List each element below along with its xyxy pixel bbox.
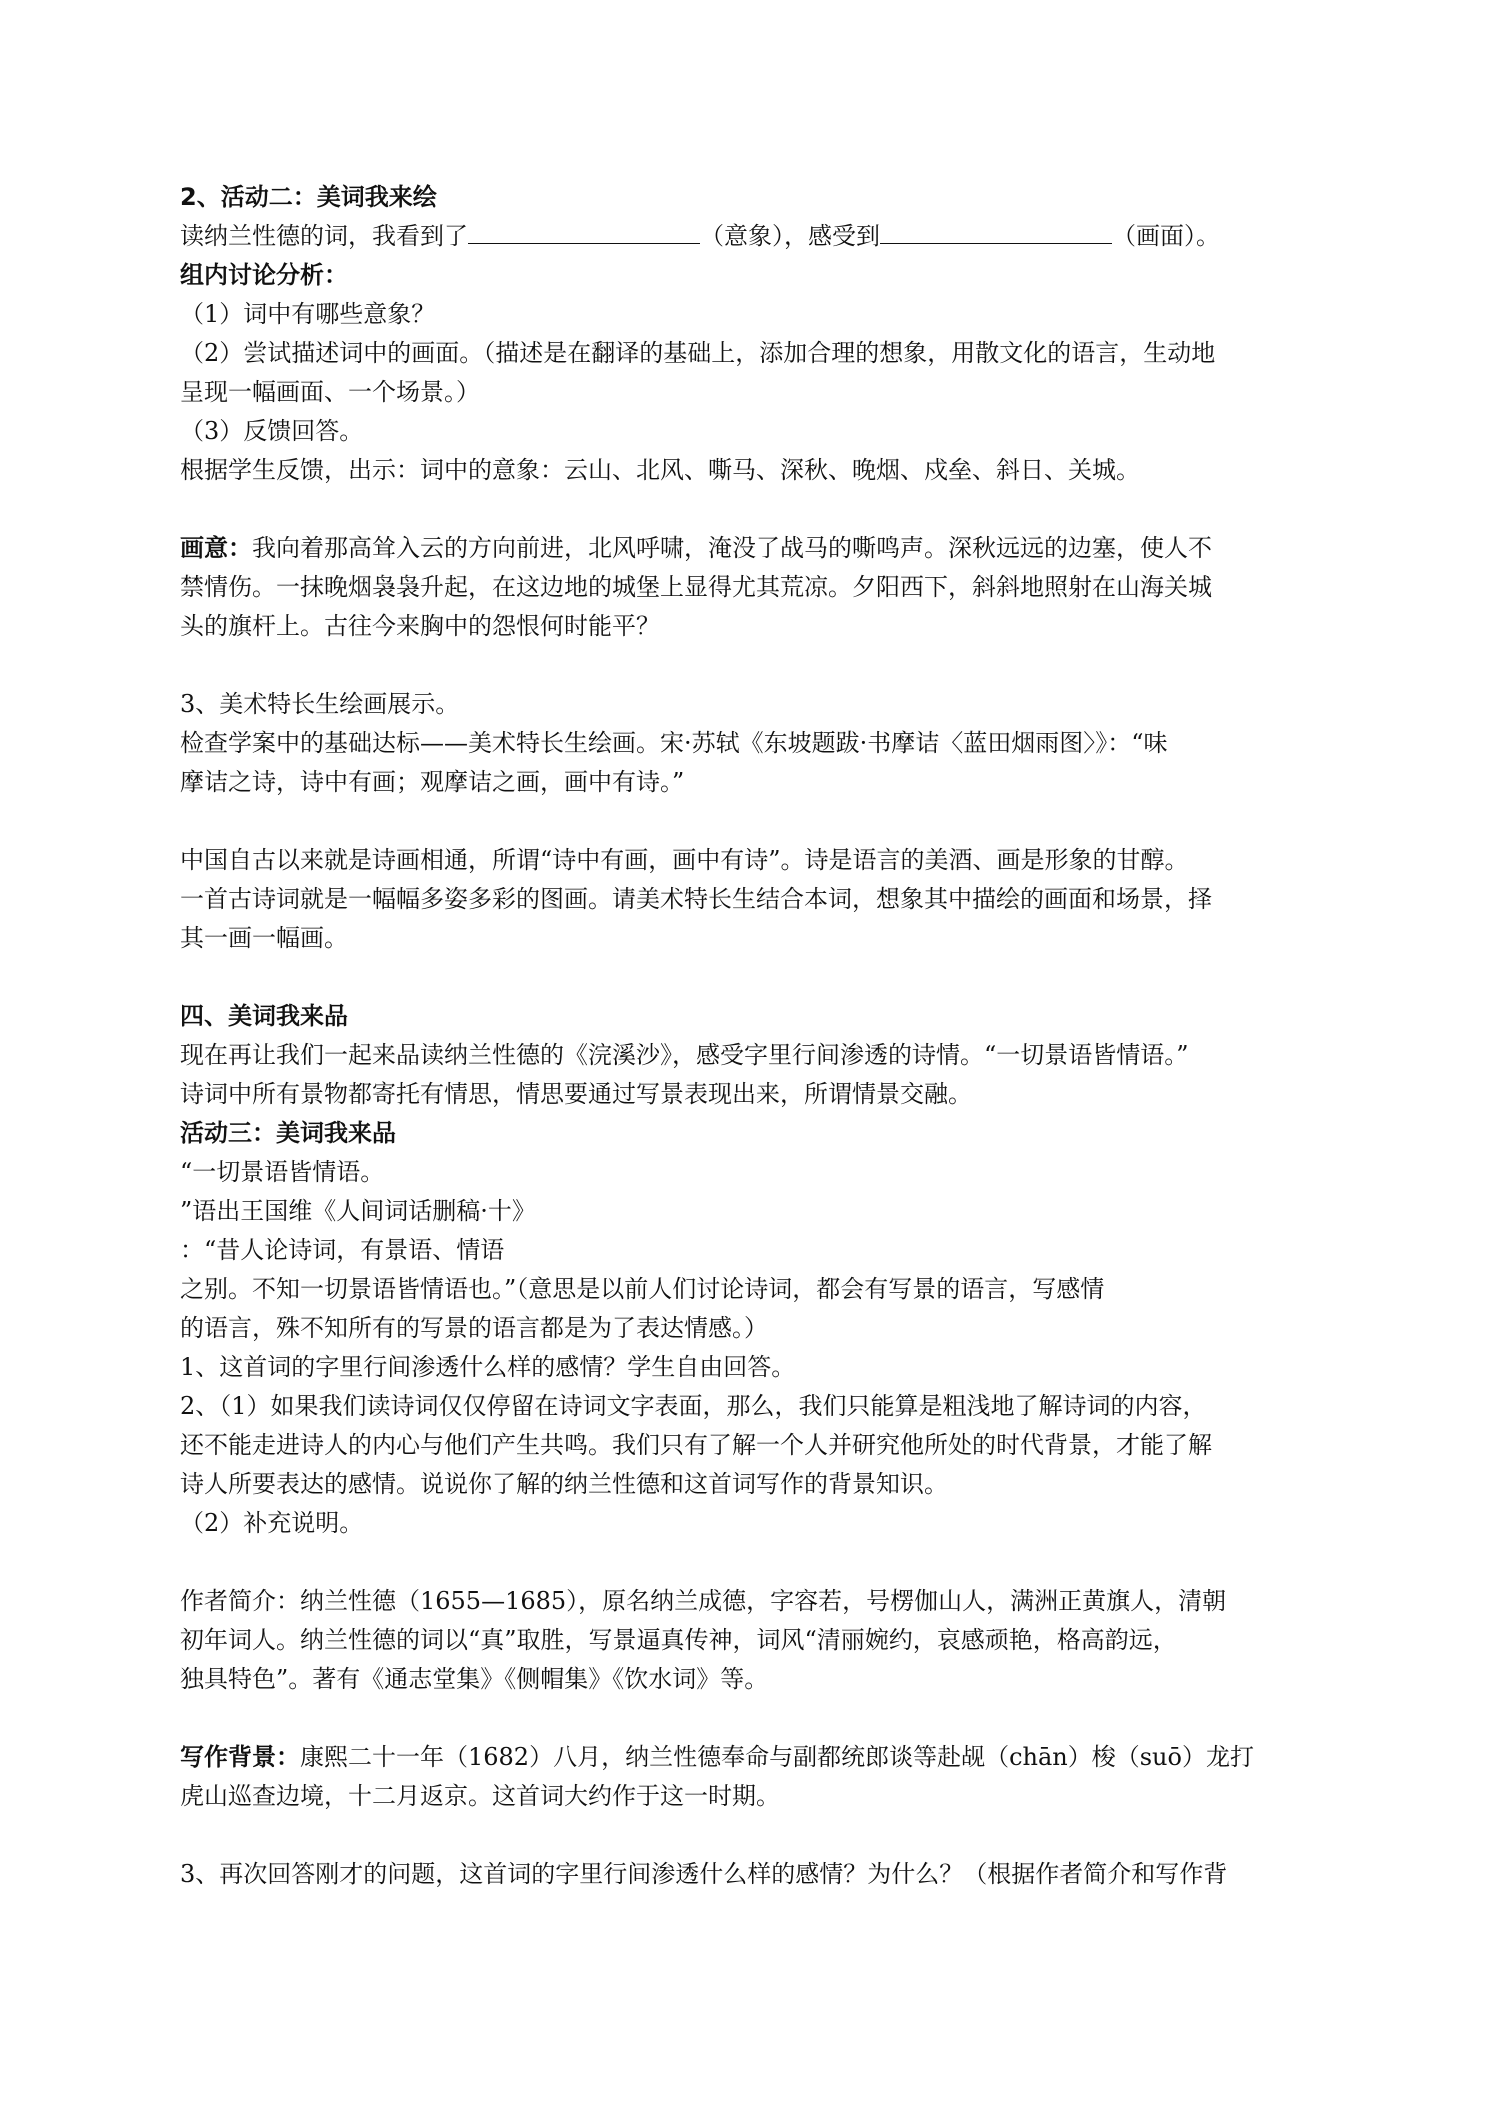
huayi-text1: 我向着那高耸入云的方向前进，北风呼啸，淹没了战马的嘶鸣声。深秋远远的边塞，使人不: [252, 534, 1212, 562]
fill-suffix: （画面）。: [1112, 222, 1220, 250]
author-line2: 初年词人。纳兰性德的词以“真”取胜，写景逼真传神，词风“清丽婉约，哀感顽艳，格高韵远，: [180, 1626, 1177, 1654]
section4-question-2-line1: 2、（1）如果我们读诗词仅仅停留在诗词文字表面，那么，我们只能算是粗浅地了解诗词的内容，: [180, 1392, 1207, 1420]
spacer: [180, 958, 1320, 997]
question-2-line2: 呈现一幅画面、一个场景。）: [180, 378, 480, 406]
section4-question-1: 1、这首词的字里行间渗透什么样的感情？学生自由回答。: [180, 1353, 796, 1381]
art-heading: 3、美术特长生绘画展示。: [180, 690, 460, 718]
huayi-line1: [180, 529, 1320, 568]
author-line3: 独具特色”。著有《通志堂集》《侧帽集》《饮水词》等。: [180, 1665, 769, 1693]
section4-heading: 四、美词我来品: [180, 1002, 348, 1030]
background-line1: [180, 1738, 1320, 1777]
art-para-line2: 一首古诗词就是一幅幅多姿多彩的图画。请美术特长生结合本词，想象其中描绘的画面和场景，择: [180, 885, 1212, 913]
spacer: [180, 490, 1320, 529]
art-para-line3: 其一画一幅画。: [180, 924, 348, 952]
background-line2: 虎山巡查边境，十二月返京。这首词大约作于这一时期。: [180, 1782, 780, 1810]
spacer: [180, 802, 1320, 841]
section4-intro-line2: 诗词中所有景物都寄托有情思，情思要通过写景表现出来，所谓情景交融。: [180, 1080, 972, 1108]
spacer: [180, 1699, 1320, 1738]
discuss-heading: 组内讨论分析：: [180, 261, 348, 289]
fill-in-line: [180, 217, 1320, 256]
quote-line3: ：“昔人论诗词，有景语、情语: [180, 1236, 505, 1264]
quote-line4: 之别。不知一切景语皆情语也。”（意思是以前人们讨论诗词，都会有写景的语言，写感情: [180, 1275, 1105, 1303]
imagery-blank[interactable]: [468, 217, 700, 244]
fill-mid: （意象），感受到: [700, 222, 880, 250]
author-line1: 作者简介：纳兰性德（1655—1685），原名纳兰成德，字容若，号楞伽山人，满洲正黄旗人，清朝: [180, 1587, 1227, 1615]
question-3: （3）反馈回答。: [180, 417, 364, 445]
spacer: [180, 1543, 1320, 1582]
question-2-line1: （2）尝试描述词中的画面。（描述是在翻译的基础上，添加合理的想象，用散文化的语言，生动地: [180, 339, 1216, 367]
section4-question-2-line2: 还不能走进诗人的内心与他们产生共鸣。我们只有了解一个人并研究他所处的时代背景，才能了解: [180, 1431, 1212, 1459]
section4-question-2-line3: 诗人所要表达的感情。说说你了解的纳兰性德和这首词写作的背景知识。: [180, 1470, 948, 1498]
quote-line1: “一切景语皆情语。: [180, 1158, 385, 1186]
quote-line2: ”语出王国维《人间词话删稿·十》: [180, 1197, 536, 1225]
activity2-heading: 2、活动二：美词我来绘: [180, 183, 437, 211]
final-question: 3、再次回答刚才的问题，这首词的字里行间渗透什么样的感情？为什么？（根据作者简介和写作背: [180, 1860, 1228, 1888]
activity3-heading: 活动三：美词我来品: [180, 1119, 396, 1147]
background-label: 写作背景：: [180, 1743, 300, 1771]
spacer: [180, 1816, 1320, 1855]
section4-intro-line1: 现在再让我们一起来品读纳兰性德的《浣溪沙》，感受字里行间渗透的诗情。“一切景语皆情语。”: [180, 1041, 1189, 1069]
huayi-line3: 头的旗杆上。古往今来胸中的怨恨何时能平？: [180, 612, 660, 640]
fill-prefix: 读纳兰性德的词，我看到了: [180, 222, 468, 250]
document-body: [180, 178, 1320, 1894]
quote-line5: 的语言，殊不知所有的写景的语言都是为了表达情感。）: [180, 1314, 768, 1342]
section4-question-2-sub2: （2）补充说明。: [180, 1509, 364, 1537]
art-line1: 检查学案中的基础达标——美术特长生绘画。宋·苏轼《东坡题跋·书摩诘〈蓝田烟雨图〉》：“味: [180, 729, 1168, 757]
art-para-line1: 中国自古以来就是诗画相通，所谓“诗中有画，画中有诗”。诗是语言的美酒、画是形象的甘醇。: [180, 846, 1189, 874]
background-text1: 康熙二十一年（1682）八月，纳兰性德奉命与副都统郎谈等赴觇（chān）梭（suō）龙打: [300, 1743, 1254, 1771]
feedback-text: 根据学生反馈，出示：词中的意象：云山、北风、嘶马、深秋、晚烟、戍垒、斜日、关城。: [180, 456, 1140, 484]
scene-blank[interactable]: [880, 217, 1112, 244]
spacer: [180, 646, 1320, 685]
art-line2: 摩诘之诗，诗中有画；观摩诘之画，画中有诗。”: [180, 768, 685, 796]
question-1: （1）词中有哪些意象？: [180, 300, 436, 328]
huayi-line2: 禁情伤。一抹晚烟袅袅升起，在这边地的城堡上显得尤其荒凉。夕阳西下，斜斜地照射在山海关城: [180, 573, 1212, 601]
huayi-label: 画意：: [180, 534, 252, 562]
